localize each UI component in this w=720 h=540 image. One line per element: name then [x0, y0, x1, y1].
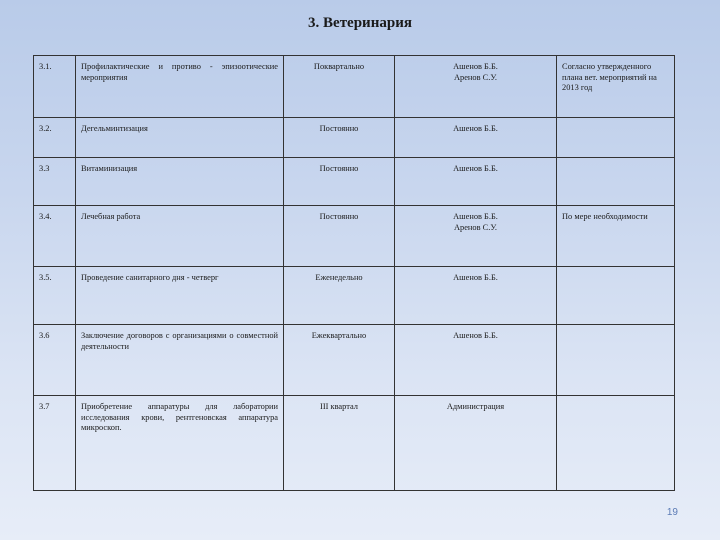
item-number: 3.3: [34, 158, 76, 206]
item-responsible: [395, 206, 557, 267]
responsible-person: Ашенов Б.Б.: [453, 273, 498, 282]
responsible-person: Ашенов Б.Б.: [453, 212, 498, 221]
page-number: 19: [666, 507, 678, 518]
item-description: Заключение договоров с организациями о совместной деятельности: [76, 325, 284, 396]
table-row: [34, 118, 675, 158]
responsible-person: Аренов С.У.: [453, 222, 497, 232]
table-row: [34, 56, 675, 118]
item-note: [557, 158, 675, 206]
item-number: 3.7: [34, 396, 76, 491]
table-row: [34, 158, 675, 206]
item-note: [557, 267, 675, 325]
item-number: 3.1.: [34, 56, 76, 118]
table-row: [34, 267, 675, 325]
item-term: Ежеквартально: [284, 325, 395, 396]
item-responsible: [395, 118, 557, 158]
responsible-person: Ашенов Б.Б.: [453, 124, 498, 133]
responsible-person: Аренов С.У.: [453, 72, 497, 82]
item-responsible: [395, 325, 557, 396]
table-row: [34, 396, 675, 491]
item-term: Постоянно: [284, 118, 395, 158]
item-description: Приобретение аппаратуры для лаборатории исследования крови, рентгеновская аппаратура микроскоп.: [76, 396, 284, 491]
item-number: 3.2.: [34, 118, 76, 158]
item-responsible: [395, 158, 557, 206]
responsible-person: Администрация: [446, 402, 505, 411]
item-description: Проведение санитарного дня - четверг: [76, 267, 284, 325]
item-term: Постоянно: [284, 158, 395, 206]
item-number: 3.6: [34, 325, 76, 396]
item-term: Постоянно: [284, 206, 395, 267]
item-description: Профилактические и противо - эпизоотические мероприятия: [76, 56, 284, 118]
item-note: [557, 325, 675, 396]
veterinary-plan-table: [33, 55, 675, 491]
item-note: Согласно утвержденного плана вет. мероприятий на 2013 год: [557, 56, 675, 118]
item-note: По мере необходимости: [557, 206, 675, 267]
item-number: 3.4.: [34, 206, 76, 267]
responsible-person: Ашенов Б.Б.: [453, 164, 498, 173]
responsible-person: Ашенов Б.Б.: [453, 331, 498, 340]
item-term: Еженедельно: [284, 267, 395, 325]
item-number: 3.5.: [34, 267, 76, 325]
item-description: Витаминизация: [76, 158, 284, 206]
item-responsible: [395, 396, 557, 491]
item-term: III квартал: [284, 396, 395, 491]
table-row: [34, 325, 675, 396]
item-responsible: [395, 267, 557, 325]
item-note: [557, 396, 675, 491]
item-description: Лечебная работа: [76, 206, 284, 267]
item-responsible: [395, 56, 557, 118]
slide-title: 3. Ветеринария: [308, 15, 412, 31]
item-description: Дегельминтизация: [76, 118, 284, 158]
responsible-person: Ашенов Б.Б.: [453, 62, 498, 71]
item-note: [557, 118, 675, 158]
table-row: [34, 206, 675, 267]
item-term: Поквартально: [284, 56, 395, 118]
